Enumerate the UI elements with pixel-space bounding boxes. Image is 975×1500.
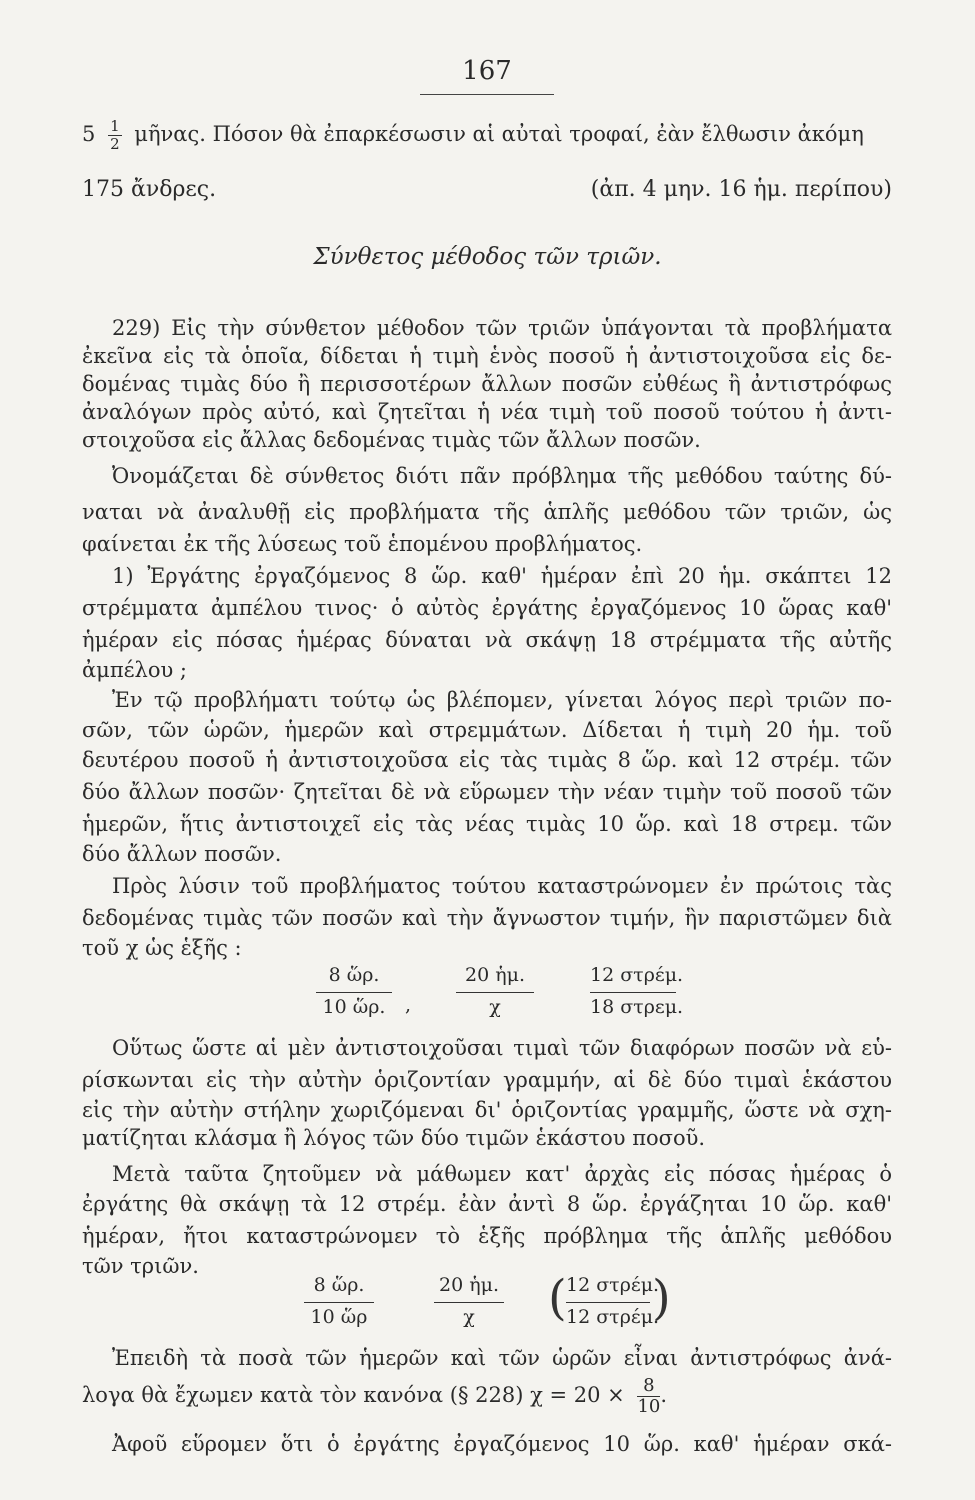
table-cell: 20 ἡμ. — [439, 1274, 499, 1296]
comma: , — [404, 994, 412, 1016]
text-line: ἡμέραν εἰς πόσας ἡμέρας δύναται νὰ σκάψῃ 18 στρέμματα τῆς αὐτῆς — [82, 628, 892, 652]
whole-number: 5 — [82, 122, 96, 146]
fraction-denominator: 10 — [637, 1396, 661, 1417]
text-line: ἐργάτης θὰ σκάψῃ τὰ 12 στρέμ. ἐὰν ἀντὶ 8 ὥρ. ἐργάζηται 10 ὥρ. καθ' — [82, 1192, 892, 1216]
text-line: Ἐν τῷ προβλήματι τούτῳ ὡς βλέπομεν, γίνεται λόγος περὶ τριῶν πο- — [112, 688, 892, 712]
page-number: 167 — [420, 56, 554, 95]
fraction — [108, 118, 122, 153]
text-segment: 175 ἄνδρες. — [82, 177, 217, 202]
text-segment: λογα θὰ ἔχωμεν κατὰ τὸν κανόνα (§ 228) χ = 20 × — [82, 1383, 625, 1407]
text-line: Ἐπειδὴ τὰ ποσὰ τῶν ἡμερῶν καὶ τῶν ὡρῶν εἶναι ἀντιστρόφως ἀνά- — [112, 1346, 892, 1370]
table-cell: 20 ἡμ. — [465, 964, 525, 986]
table-cell: 8 ὥρ. — [313, 1274, 365, 1296]
text-line: ἡμέραν, ἤτοι καταστρώνομεν τὸ ἑξῆς πρόβλημα τῆς ἁπλῆς μεθόδου — [82, 1224, 892, 1248]
text-line: δευτέρου ποσοῦ ἡ ἀντιστοιχοῦσα εἰς τὰς τιμὰς 8 ὥρ. καὶ 12 στρέμ. τῶν — [82, 748, 892, 772]
text-line: δύο ἄλλων ποσῶν. — [82, 842, 282, 866]
text-line: 229) Εἰς τὴν σύνθετον μέθοδον τῶν τριῶν ὑπάγονται τὰ προβλήματα — [112, 316, 892, 340]
text-line: Ὀνομάζεται δὲ σύνθετος διότι πᾶν πρόβλημα τῆς μεθόδου ταύτης δύ- — [112, 464, 892, 488]
right-parenthesis: ) — [652, 1270, 671, 1326]
text-line: Πρὸς λύσιν τοῦ προβλήματος τούτου καταστρώνομεν ἐν πρώτοις τὰς — [112, 874, 892, 898]
text-line: δύο ἄλλων ποσῶν· ζητεῖται δὲ νὰ εὕρωμεν τὴν νέαν τιμὴν τοῦ ποσοῦ τῶν — [82, 780, 892, 804]
text-line: τοῦ χ ὡς ἑξῆς : — [82, 936, 242, 960]
text-line: δομένας τιμὰς δύο ἢ περισσοτέρων ἄλλων ποσῶν εὐθέως ἢ ἀντιστρόφως — [82, 372, 892, 396]
table-cell: χ — [489, 996, 501, 1018]
text-line — [82, 1376, 892, 1417]
text-line: ἡμερῶν, ἥτις ἀντιστοιχεῖ εἰς τὰς νέας τιμὰς 10 ὥρ. καὶ 18 στρεμ. τῶν — [82, 812, 892, 836]
text-segment: μῆνας. Πόσον θὰ ἐπαρκέσωσιν αἱ αὐταὶ τροφαί, ἐὰν ἔλθωσιν ἀκόμη — [134, 122, 864, 146]
fraction-numerator: 1 — [110, 117, 120, 135]
text-line: Ἀφοῦ εὕρομεν ὅτι ὁ ἐργάτης ἐργαζόμενος 10 ὥρ. καθ' ἡμέραν σκά- — [112, 1432, 892, 1456]
text-line: ἀμπέλου ; — [82, 658, 187, 682]
text-line: τῶν τριῶν. — [82, 1254, 199, 1278]
text-line — [82, 176, 892, 204]
table-cell: 10 ὥρ. — [322, 996, 386, 1018]
fraction-bar — [316, 992, 392, 993]
text-line: Οὕτως ὥστε αἱ μὲν ἀντιστοιχοῦσαι τιμαὶ τῶν διαφόρων ποσῶν νὰ εὑ- — [112, 1036, 892, 1060]
fraction-bar — [566, 1302, 650, 1303]
text-line: ματίζηται κλάσμα ἢ λόγος τῶν δύο τιμῶν ἑκάστου ποσοῦ. — [82, 1126, 706, 1150]
table-cell: 8 ὥρ. — [328, 964, 380, 986]
text-line: Μετὰ ταῦτα ζητοῦμεν νὰ μάθωμεν κατ' ἀρχὰς εἰς πόσας ἡμέρας ὁ — [112, 1162, 892, 1186]
section-heading: Σύνθετος μέθοδος τῶν τριῶν. — [313, 244, 662, 270]
fraction-bar — [434, 1302, 504, 1303]
table-cell: 12 στρέμ. — [566, 1306, 660, 1328]
text-line — [82, 118, 892, 153]
table-cell: 12 στρέμ. — [566, 1274, 660, 1296]
fraction-denominator: 2 — [110, 135, 120, 153]
table-cell: χ — [463, 1306, 475, 1328]
text-line: ναται νὰ ἀναλυθῇ εἰς προβλήματα τῆς ἁπλῆς μεθόδου τῶν τριῶν, ὡς — [82, 500, 892, 524]
text-line: σῶν, τῶν ὡρῶν, ἡμερῶν καὶ στρεμμάτων. Δίδεται ἡ τιμὴ 20 ἡμ. τοῦ — [82, 718, 892, 742]
fraction-bar — [304, 1302, 374, 1303]
text-line: στοιχοῦσα εἰς ἄλλας δεδομένας τιμὰς τῶν ἄλλων ποσῶν. — [82, 428, 701, 452]
text-line: εἰς τὴν αὐτὴν στήλην χωριζόμεναι δι' ὁριζοντίας γραμμῆς, ὥστε νὰ σχη- — [82, 1098, 892, 1122]
text-line: στρέμματα ἀμπέλου τινος· ὁ αὐτὸς ἐργάτης ἐργαζόμενος 10 ὥρας καθ' — [82, 596, 892, 620]
fraction — [637, 1376, 660, 1417]
fraction-bar — [456, 992, 534, 993]
answer-note: (ἀπ. 4 μην. 16 ἡμ. περίπου) — [590, 177, 892, 202]
text-line: 1) Ἐργάτης ἐργαζόμενος 8 ὥρ. καθ' ἡμέραν ἐπὶ 20 ἡμ. σκάπτει 12 — [112, 564, 892, 588]
text-line: δεδομένας τιμὰς τῶν ποσῶν καὶ τὴν ἄγνωστον τιμήν, ἣν παριστῶμεν διὰ — [82, 906, 892, 930]
table-cell: 10 ὥρ — [310, 1306, 368, 1328]
left-parenthesis: ( — [548, 1270, 567, 1326]
table-cell: 18 στρεμ. — [590, 996, 684, 1018]
fraction-bar — [590, 992, 676, 993]
table-cell: 12 στρέμ. — [590, 964, 684, 986]
fraction-numerator: 8 — [637, 1376, 660, 1397]
text-line: ἐκεῖνα εἰς τὰ ὁποῖα, δίδεται ἡ τιμὴ ἑνὸς ποσοῦ ἡ ἀντιστοιχοῦσα εἰς δε- — [82, 344, 892, 368]
text-line: ἀναλόγων πρὸς αὐτό, καὶ ζητεῖται ἡ νέα τιμὴ τοῦ ποσοῦ τούτου ἡ ἀντι- — [82, 400, 892, 424]
text-line: ρίσκωνται εἰς τὴν αὐτὴν ὁριζοντίαν γραμμήν, αἱ δὲ δύο τιμαὶ ἑκάστου — [82, 1068, 892, 1092]
period: . — [660, 1383, 668, 1407]
text-line: φαίνεται ἐκ τῆς λύσεως τοῦ ἑπομένου προβλήματος. — [82, 532, 643, 556]
